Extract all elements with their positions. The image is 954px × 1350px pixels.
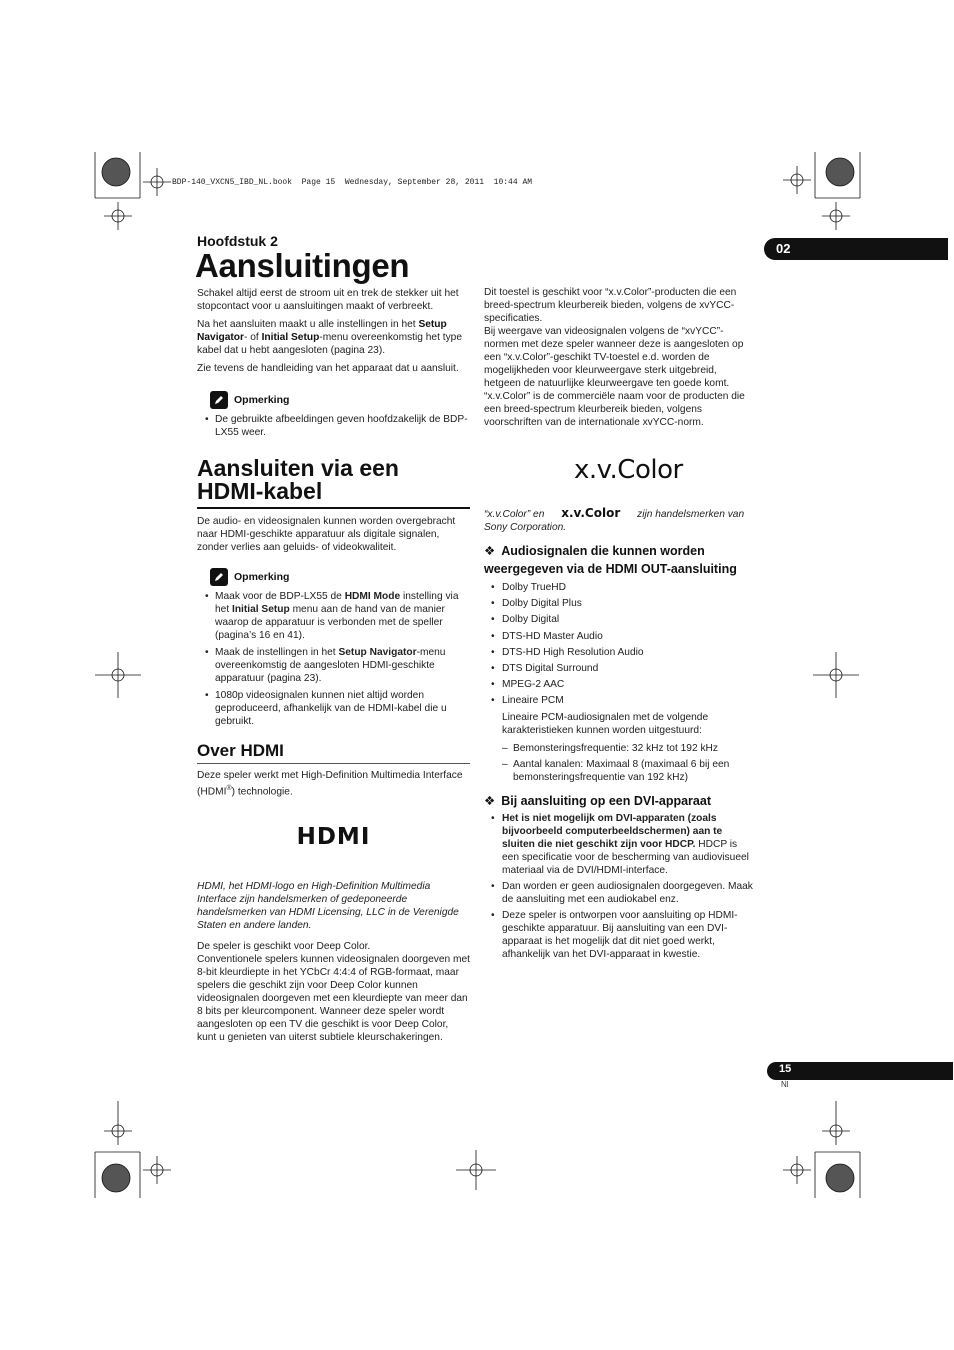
diamond-icon: ❖ bbox=[484, 793, 496, 808]
section-heading-line-1: Aansluiten via een bbox=[197, 455, 399, 481]
xvcolor-logo-text: x.v.Color bbox=[574, 455, 683, 485]
note2-b1-e: menu aan de hand van de manier waarop de apparatuur is verbonden met de speller (pagina’s 16 en 41). bbox=[215, 604, 445, 641]
note-list-2 bbox=[197, 590, 470, 728]
chapter-tab-number: 02 bbox=[776, 241, 791, 256]
xv-trademark-b: zijn handelsmerken van bbox=[637, 509, 745, 520]
pcm-note: Lineaire PCM-audiosignalen met de volgende karakteristieken kunnen worden uitgestuurd: bbox=[502, 711, 709, 736]
dvi-heading bbox=[484, 792, 756, 810]
list-item: • Dolby TrueHD bbox=[484, 581, 756, 594]
list-item: • Dolby Digital Plus bbox=[484, 597, 756, 610]
intro-paragraph-2 bbox=[197, 318, 470, 357]
list-item bbox=[484, 812, 756, 877]
xvcolor-logo bbox=[484, 455, 756, 485]
note2-b2-setup-navigator: Setup Navigator bbox=[338, 647, 417, 658]
intro2-initial-setup: Initial Setup bbox=[261, 332, 320, 343]
audio-heading bbox=[484, 542, 756, 578]
language-code: Nl bbox=[781, 1080, 789, 1089]
book-header: BDP-140_VXCN5_IBD_NL.book Page 15 Wednesday, September 28, 2011 10:44 AM bbox=[172, 178, 533, 187]
note-box-2 bbox=[210, 568, 470, 728]
section-heading-hdmi bbox=[197, 457, 470, 509]
note-list-1 bbox=[197, 413, 470, 439]
over-hdmi-text bbox=[197, 769, 470, 798]
list-item: • Deze speler is ontworpen voor aansluiting op HDMI-geschikte apparatuur. Bij aansluiting van een DVI-apparaat is het mogelijk dat dit niet goed werkt, afhankelijk van het DVI-apparaat in kwestie. bbox=[484, 909, 756, 961]
chapter-title: Aansluitingen bbox=[195, 247, 410, 284]
note2-b1-c: instelling via het bbox=[215, 591, 459, 615]
intro-paragraph-3: Zie tevens de handleiding van het apparaat dat u aansluit. bbox=[197, 363, 459, 374]
over-hdmi-text-b: ) technologie. bbox=[231, 786, 293, 798]
note2-b2-a: Maak de instellingen in het bbox=[215, 647, 339, 658]
intro2-text-c: - of bbox=[244, 332, 262, 343]
hdmi-intro: De audio- en videosignalen kunnen worden overgebracht naar HDMI-geschikte apparatuur als digitale signalen, zonder verlies aan geluids- of videokwaliteit. bbox=[197, 516, 456, 553]
note2-b1-hdmi-mode: HDMI Mode bbox=[344, 591, 401, 602]
intro2-text-a: Na het aansluiten maakt u alle instellingen in het bbox=[197, 319, 419, 330]
note-item: • De gebruikte afbeeldingen geven hoofdzakelijk de BDP-LX55 weer. bbox=[197, 413, 470, 439]
xvcolor-trademark bbox=[484, 507, 756, 534]
deep-color-text: De speler is geschikt voor Deep Color. Conventionele spelers kunnen videosignalen doorgeven met 8-bit kleurdiepte in het YCbCr 4:4:4 of RGB-formaat, maar spelers die geschikt zijn voor Deep Color kunnen videosignalen doorgeven met een kleurdiepte van meer dan 8 bits per kleurcomponent. Wanneer deze speler wordt aangesloten op een TV die geschikt is voor Deep Color, kunt u genieten van uiterst subtiele kleurschakeringen. bbox=[197, 941, 470, 1044]
note2-b2-c: -menu overeenkomstig de aangesloten HDMI-geschikte apparatuur (pagina 23). bbox=[215, 647, 446, 684]
list-item: • DTS-HD Master Audio bbox=[484, 630, 756, 643]
list-item: • Dolby Digital bbox=[484, 613, 756, 626]
dvi-b1-bold: Het is niet mogelijk om DVI-apparaten (zoals bijvoorbeeld computerbeeldschermen) aan te sluiten die niet geschikt zijn voor HDCP. bbox=[502, 812, 723, 850]
over-hdmi-heading: Over HDMI bbox=[197, 742, 470, 764]
note-box-1 bbox=[210, 391, 470, 439]
audio-heading-text: Audiosignalen die kunnen worden weergegeven via de HDMI OUT-aansluiting bbox=[484, 544, 737, 576]
right-column bbox=[484, 286, 756, 964]
hdmi-logo bbox=[197, 824, 470, 850]
section-heading-line-2: HDMI-kabel bbox=[197, 478, 323, 504]
xv-trademark-logo: x.v.Color bbox=[561, 506, 621, 520]
intro2-setup-navigator: Setup Navigator bbox=[197, 319, 447, 343]
note-title-2: Opmerking bbox=[234, 571, 290, 583]
note2-b1-initial-setup: Initial Setup bbox=[232, 604, 290, 615]
chapter-tab bbox=[764, 238, 948, 260]
chapter-kicker: Hoofdstuk 2 bbox=[197, 233, 278, 249]
note2-b1-a: Maak voor de BDP-LX55 de bbox=[215, 591, 345, 602]
xv-trademark-a: “x.v.Color” en bbox=[484, 509, 545, 520]
registered-mark: ® bbox=[226, 785, 232, 792]
list-item: • DTS-HD High Resolution Audio bbox=[484, 646, 756, 659]
note-header-2 bbox=[210, 568, 470, 586]
note-title-1: Opmerking bbox=[234, 394, 290, 406]
dvi-heading-text: Bij aansluiting op een DVI-apparaat bbox=[501, 793, 711, 808]
pcm-list bbox=[484, 742, 756, 784]
list-item: – Bemonsteringsfrequentie: 32 kHz tot 192 kHz bbox=[484, 742, 756, 755]
intro2-text-e: -menu overeenkomstig het type kabel dat u hebt aangesloten (pagina 23). bbox=[197, 332, 462, 356]
note-pencil-icon bbox=[210, 568, 228, 586]
dvi-b1-rest: HDCP is een specificatie voor de bescherming van audiovisueel materiaal via de DVI/HDMI-interface. bbox=[502, 838, 749, 876]
diamond-icon: ❖ bbox=[484, 544, 496, 558]
list-item: • MPEG-2 AAC bbox=[484, 678, 756, 691]
note-item bbox=[197, 646, 470, 685]
over-hdmi-text-a: Deze speler werkt met High-Definition Multimedia Interface (HDMI bbox=[197, 770, 463, 798]
list-item: – Aantal kanalen: Maximaal 8 (maximaal 6 bij een bemonsteringsfrequentie van 192 kHz) bbox=[484, 758, 756, 784]
hdmi-logo-text: HDMI bbox=[296, 824, 371, 851]
hdmi-trademark: HDMI, het HDMI-logo en High-Definition Multimedia Interface zijn handelsmerken of gedeponeerde handelsmerken van HDMI Licensing, LLC in de Verenigde Staten en andere landen. bbox=[197, 881, 459, 932]
intro-paragraph-1: Schakel altijd eerst de stroom uit en trek de stekker uit het stopcontact voor u aansluitingen maakt of verbreekt. bbox=[197, 288, 459, 312]
list-item: • Lineaire PCM bbox=[484, 694, 756, 707]
left-column bbox=[197, 287, 470, 1044]
xv-trademark-c: Sony Corporation. bbox=[484, 522, 567, 533]
note-item bbox=[197, 590, 470, 642]
note-header-1 bbox=[210, 391, 470, 409]
list-item: • DTS Digital Surround bbox=[484, 662, 756, 675]
list-item: • Dan worden er geen audiosignalen doorgegeven. Maak de aansluiting met een audiokabel enz. bbox=[484, 880, 756, 906]
audio-list bbox=[484, 581, 756, 707]
xvcolor-text: Dit toestel is geschikt voor “x.v.Color”-producten die een breed-spectrum kleurbereik bieden, volgens de xvYCC-specificaties. Bij weergave van videosignalen volgens de “xvYCC”-normen met deze speler wanneer deze is aangesloten op een “x.v.Color”-geschikt TV-toestel e.d. worden de mogelijkheden voor kleurweergave sterk uitgebreid, hetgeen de natuurlijke kleurweergave ten goede komt. “x.v.Color” is de commerciële naam voor de producten die een breed-spectrum kleurbereik bieden, volgens voorschriften van de internationale xvYCC-norm. bbox=[484, 287, 745, 428]
note-item: • 1080p videosignalen kunnen niet altijd worden geproduceerd, afhankelijk van de HDMI-kabel die u gebruikt. bbox=[197, 689, 470, 728]
page-number: 15 bbox=[779, 1063, 792, 1075]
page-number-tab bbox=[767, 1062, 953, 1080]
note-pencil-icon bbox=[210, 391, 228, 409]
dvi-list bbox=[484, 812, 756, 961]
